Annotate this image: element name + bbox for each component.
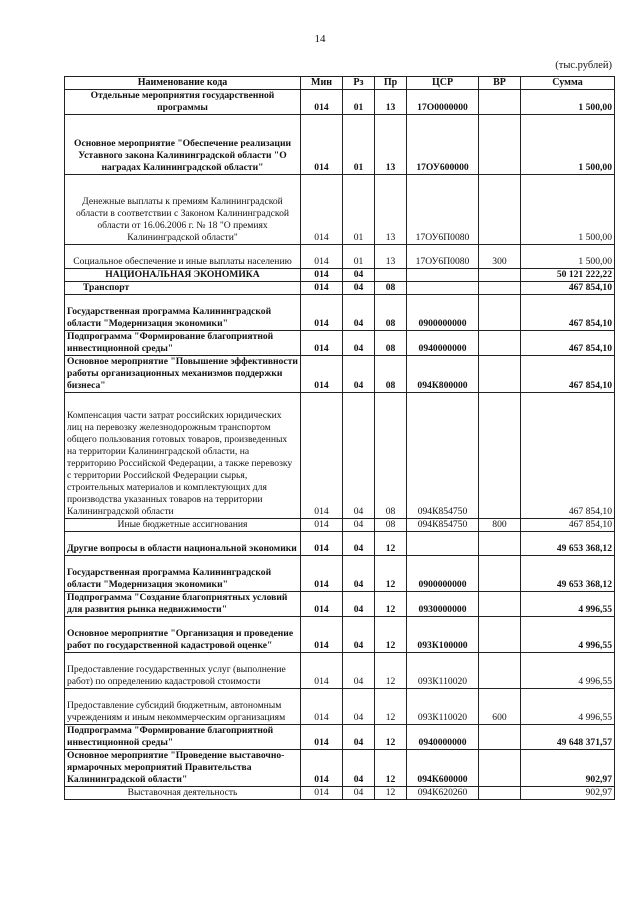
sum-cell: 467 854,10 bbox=[521, 295, 615, 331]
budget-table bbox=[64, 76, 615, 800]
table-row bbox=[65, 90, 615, 115]
rz-cell: 04 bbox=[343, 269, 375, 282]
vr-cell: 600 bbox=[479, 689, 521, 725]
rz-cell: 04 bbox=[343, 787, 375, 800]
header-sum: Сумма bbox=[521, 77, 615, 90]
rz-cell: 04 bbox=[343, 653, 375, 689]
name-cell: Основное мероприятие "Организация и проведение работ по государственной кадастровой оценке" bbox=[65, 617, 301, 653]
rz-cell: 04 bbox=[343, 617, 375, 653]
pr-cell: 13 bbox=[375, 245, 407, 269]
sum-cell: 1 500,00 bbox=[521, 245, 615, 269]
name-cell: Выставочная деятельность bbox=[65, 787, 301, 800]
rz-cell: 04 bbox=[343, 750, 375, 787]
csr-cell: 0900000000 bbox=[407, 556, 479, 592]
vr-cell: 300 bbox=[479, 245, 521, 269]
table-row bbox=[65, 750, 615, 787]
table-row bbox=[65, 295, 615, 331]
sum-cell: 50 121 222,22 bbox=[521, 269, 615, 282]
rz-cell: 01 bbox=[343, 115, 375, 175]
min-cell: 014 bbox=[301, 750, 343, 787]
min-cell: 014 bbox=[301, 115, 343, 175]
min-cell: 014 bbox=[301, 356, 343, 393]
vr-cell bbox=[479, 282, 521, 295]
csr-cell: 17ОУ6П0080 bbox=[407, 175, 479, 245]
vr-cell bbox=[479, 750, 521, 787]
name-cell: Предоставление государственных услуг (выполнение работ) по определению кадастровой стоимости bbox=[65, 653, 301, 689]
pr-cell: 12 bbox=[375, 617, 407, 653]
vr-cell bbox=[479, 295, 521, 331]
vr-cell bbox=[479, 532, 521, 556]
table-row bbox=[65, 519, 615, 532]
table-row bbox=[65, 653, 615, 689]
name-cell: НАЦИОНАЛЬНАЯ ЭКОНОМИКА bbox=[65, 269, 301, 282]
csr-cell: 093К110020 bbox=[407, 653, 479, 689]
pr-cell: 08 bbox=[375, 519, 407, 532]
min-cell: 014 bbox=[301, 653, 343, 689]
pr-cell: 08 bbox=[375, 282, 407, 295]
min-cell: 014 bbox=[301, 532, 343, 556]
min-cell: 014 bbox=[301, 787, 343, 800]
pr-cell: 12 bbox=[375, 532, 407, 556]
page-number: 14 bbox=[314, 33, 326, 45]
csr-cell: 093К100000 bbox=[407, 617, 479, 653]
sum-cell: 4 996,55 bbox=[521, 617, 615, 653]
csr-cell: 094К620260 bbox=[407, 787, 479, 800]
vr-cell: 800 bbox=[479, 519, 521, 532]
pr-cell: 12 bbox=[375, 725, 407, 750]
table-header-row bbox=[65, 77, 615, 90]
sum-cell: 467 854,10 bbox=[521, 519, 615, 532]
header-pr: Пр bbox=[375, 77, 407, 90]
csr-cell bbox=[407, 282, 479, 295]
vr-cell bbox=[479, 90, 521, 115]
table-row bbox=[65, 269, 615, 282]
min-cell: 014 bbox=[301, 592, 343, 617]
sum-cell: 4 996,55 bbox=[521, 592, 615, 617]
vr-cell bbox=[479, 556, 521, 592]
pr-cell: 08 bbox=[375, 393, 407, 519]
units-label: (тыс.рублей) bbox=[555, 60, 612, 71]
min-cell: 014 bbox=[301, 245, 343, 269]
sum-cell: 4 996,55 bbox=[521, 689, 615, 725]
table-row bbox=[65, 689, 615, 725]
name-cell: Компенсация части затрат российских юридических лиц на перевозку железнодорожным транспортом общего пользования готовых товаров, произведенных на территории Калининградской области, на территорию Российской Федерации, а также перевозку с территории Российской Федерации сырья, строительных материалов и комплектующих для производства указанных товаров на территории Калининградской области bbox=[65, 393, 301, 519]
vr-cell bbox=[479, 175, 521, 245]
pr-cell: 08 bbox=[375, 331, 407, 356]
rz-cell: 01 bbox=[343, 175, 375, 245]
name-cell: Социальное обеспечение и иные выплаты населению bbox=[65, 245, 301, 269]
header-name: Наименование кода bbox=[65, 77, 301, 90]
sum-cell: 49 653 368,12 bbox=[521, 556, 615, 592]
min-cell: 014 bbox=[301, 689, 343, 725]
sum-cell: 467 854,10 bbox=[521, 393, 615, 519]
table-row bbox=[65, 331, 615, 356]
name-cell: Предоставление субсидий бюджетным, автономным учреждениям и иным некоммерческим организациям bbox=[65, 689, 301, 725]
pr-cell: 13 bbox=[375, 90, 407, 115]
sum-cell: 1 500,00 bbox=[521, 115, 615, 175]
csr-cell: 094К600000 bbox=[407, 750, 479, 787]
table-body bbox=[65, 90, 615, 800]
sum-cell: 902,97 bbox=[521, 787, 615, 800]
min-cell: 014 bbox=[301, 519, 343, 532]
vr-cell bbox=[479, 592, 521, 617]
sum-cell: 467 854,10 bbox=[521, 356, 615, 393]
name-cell: Подпрограмма "Формирование благоприятной инвестиционной среды" bbox=[65, 331, 301, 356]
name-cell: Транспорт bbox=[65, 282, 301, 295]
vr-cell bbox=[479, 617, 521, 653]
pr-cell: 12 bbox=[375, 592, 407, 617]
header-min: Мин bbox=[301, 77, 343, 90]
vr-cell bbox=[479, 331, 521, 356]
rz-cell: 04 bbox=[343, 592, 375, 617]
csr-cell: 093К110020 bbox=[407, 689, 479, 725]
table-row bbox=[65, 245, 615, 269]
rz-cell: 04 bbox=[343, 532, 375, 556]
sum-cell: 1 500,00 bbox=[521, 175, 615, 245]
rz-cell: 04 bbox=[343, 356, 375, 393]
name-cell: Другие вопросы в области национальной экономики bbox=[65, 532, 301, 556]
table-row bbox=[65, 787, 615, 800]
name-cell: Основное мероприятие "Обеспечение реализации Уставного закона Калининградской области "О наградах Калининградской области" bbox=[65, 115, 301, 175]
name-cell: Государственная программа Калининградской области "Модернизация экономики" bbox=[65, 556, 301, 592]
pr-cell: 12 bbox=[375, 653, 407, 689]
csr-cell: 0930000000 bbox=[407, 592, 479, 617]
min-cell: 014 bbox=[301, 556, 343, 592]
vr-cell bbox=[479, 269, 521, 282]
vr-cell bbox=[479, 653, 521, 689]
table-row bbox=[65, 556, 615, 592]
rz-cell: 01 bbox=[343, 245, 375, 269]
name-cell: Подпрограмма "Создание благоприятных условий для развития рынка недвижимости" bbox=[65, 592, 301, 617]
csr-cell bbox=[407, 269, 479, 282]
rz-cell: 04 bbox=[343, 331, 375, 356]
rz-cell: 04 bbox=[343, 689, 375, 725]
table-row bbox=[65, 175, 615, 245]
pr-cell: 12 bbox=[375, 787, 407, 800]
table-row bbox=[65, 282, 615, 295]
min-cell: 014 bbox=[301, 725, 343, 750]
csr-cell bbox=[407, 532, 479, 556]
sum-cell: 467 854,10 bbox=[521, 331, 615, 356]
vr-cell bbox=[479, 725, 521, 750]
name-cell: Основное мероприятие "Повышение эффективности работы организационных механизмов поддержки бизнеса" bbox=[65, 356, 301, 393]
header-vr: ВР bbox=[479, 77, 521, 90]
table-row bbox=[65, 356, 615, 393]
sum-cell: 4 996,55 bbox=[521, 653, 615, 689]
name-cell: Отдельные мероприятия государственной программы bbox=[65, 90, 301, 115]
min-cell: 014 bbox=[301, 617, 343, 653]
vr-cell bbox=[479, 115, 521, 175]
min-cell: 014 bbox=[301, 269, 343, 282]
table-row bbox=[65, 592, 615, 617]
sum-cell: 1 500,00 bbox=[521, 90, 615, 115]
pr-cell: 08 bbox=[375, 356, 407, 393]
csr-cell: 094К854750 bbox=[407, 393, 479, 519]
pr-cell: 13 bbox=[375, 115, 407, 175]
name-cell: Государственная программа Калининградской области "Модернизация экономики" bbox=[65, 295, 301, 331]
rz-cell: 04 bbox=[343, 725, 375, 750]
name-cell: Основное мероприятие "Проведение выставочно-ярмарочных мероприятий Правительства Калининградской области" bbox=[65, 750, 301, 787]
table-row bbox=[65, 393, 615, 519]
pr-cell bbox=[375, 269, 407, 282]
sum-cell: 467 854,10 bbox=[521, 282, 615, 295]
table-row bbox=[65, 725, 615, 750]
csr-cell: 094К800000 bbox=[407, 356, 479, 393]
pr-cell: 13 bbox=[375, 175, 407, 245]
rz-cell: 04 bbox=[343, 519, 375, 532]
pr-cell: 08 bbox=[375, 295, 407, 331]
rz-cell: 01 bbox=[343, 90, 375, 115]
rz-cell: 04 bbox=[343, 556, 375, 592]
pr-cell: 12 bbox=[375, 750, 407, 787]
sum-cell: 49 648 371,57 bbox=[521, 725, 615, 750]
csr-cell: 17ОУ6П0080 bbox=[407, 245, 479, 269]
min-cell: 014 bbox=[301, 295, 343, 331]
rz-cell: 04 bbox=[343, 393, 375, 519]
rz-cell: 04 bbox=[343, 295, 375, 331]
csr-cell: 094К854750 bbox=[407, 519, 479, 532]
csr-cell: 17О0000000 bbox=[407, 90, 479, 115]
sum-cell: 49 653 368,12 bbox=[521, 532, 615, 556]
pr-cell: 12 bbox=[375, 556, 407, 592]
csr-cell: 0940000000 bbox=[407, 331, 479, 356]
name-cell: Денежные выплаты к премиям Калининградской области в соответствии с Законом Калининградской области от 16.06.2006 г. № 18 "О премиях Калининградской области" bbox=[65, 175, 301, 245]
header-csr: ЦСР bbox=[407, 77, 479, 90]
vr-cell bbox=[479, 356, 521, 393]
pr-cell: 12 bbox=[375, 689, 407, 725]
csr-cell: 0900000000 bbox=[407, 295, 479, 331]
min-cell: 014 bbox=[301, 331, 343, 356]
table-row bbox=[65, 115, 615, 175]
min-cell: 014 bbox=[301, 393, 343, 519]
table-row bbox=[65, 532, 615, 556]
min-cell: 014 bbox=[301, 175, 343, 245]
table-row bbox=[65, 617, 615, 653]
csr-cell: 17ОУ600000 bbox=[407, 115, 479, 175]
rz-cell: 04 bbox=[343, 282, 375, 295]
header-rz: Рз bbox=[343, 77, 375, 90]
min-cell: 014 bbox=[301, 90, 343, 115]
vr-cell bbox=[479, 787, 521, 800]
name-cell: Иные бюджетные ассигнования bbox=[65, 519, 301, 532]
csr-cell: 0940000000 bbox=[407, 725, 479, 750]
min-cell: 014 bbox=[301, 282, 343, 295]
name-cell: Подпрограмма "Формирование благоприятной инвестиционной среды" bbox=[65, 725, 301, 750]
sum-cell: 902,97 bbox=[521, 750, 615, 787]
vr-cell bbox=[479, 393, 521, 519]
